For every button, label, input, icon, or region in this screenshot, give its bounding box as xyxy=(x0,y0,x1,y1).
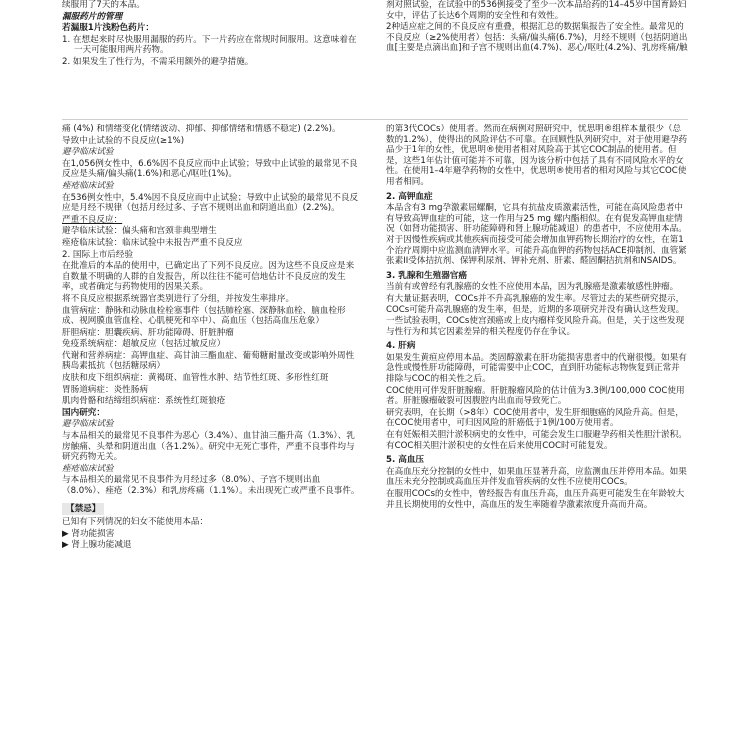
paragraph: 如果发生黄疸应停用本品。类固醇激素在肝功能损害患者中的代谢很慢。如果有急性或慢性肝功能障碍，可能需要中止COC，直到肝功能标志物恢复到正常并排除与COC的相关性之后。 xyxy=(386,352,687,385)
paragraph: 避孕临床试验 xyxy=(62,419,114,430)
paragraph: 2. 如果发生了性行为，不需采用额外的避孕措施。 xyxy=(62,56,254,67)
paragraph: 1. 在想起来时尽快服用漏服的药片。下一片药应在常规时间服用。这意味着在一天可能服用两片药物。 xyxy=(62,34,357,56)
paragraph: 在1,056例女性中，6.6%因不良反应而中止试验；导致中止试验的最常见不良反应是头痛/偏头痛(1.6%)和恶心/呕吐(1%)。 xyxy=(62,158,358,180)
section-heading: 【禁忌】 xyxy=(62,503,104,516)
paragraph: 痛 (4%) 和情绪变化(情绪波动、抑郁、抑郁情绪和情感不稳定) (2.2%)。 xyxy=(62,124,341,134)
paragraph: 肌肉骨骼和结缔组织病症：系统性红斑狼疮 xyxy=(62,396,226,407)
paragraph: 导致中止试验的不良反应(≥1%) xyxy=(62,135,185,146)
paragraph: 在有妊娠相关胆汁淤积病史的女性中，可能会发生口服避孕药相关性胆汁淤积。有COC相关胆汁淤积史的女性在后来使用COC时可能复发。 xyxy=(386,430,687,451)
paragraph: 在批准后的本品的使用中，已确定出了下列不良反应。因为这些不良反应是来自数量不明确的人群的自发报告，所以往往不能可信地估计不良反应的发生率，或者确定与药物使用的因果关系。 xyxy=(62,261,355,293)
paragraph: 在536例女性中，5.4%因不良反应而中止试验；导致中止试验的最常见不良反应是月经不规律（包括月经过多、子宫不规则出血和阴道出血）(2.2%)。 xyxy=(62,192,359,214)
list-item: ▶ 肾功能损害 xyxy=(62,529,362,540)
section-heading: 国内研究： xyxy=(62,407,105,418)
section-heading: 3. 乳腺和生殖器官癌 xyxy=(386,270,467,281)
paragraph: 当前有或曾经有乳腺癌的女性不应使用本品，因为乳腺癌是激素敏感性肿瘤。 xyxy=(386,282,679,293)
paragraph: 研究表明，在长期（>8年）COC使用者中，发生肝细胞癌的风险升高。但是，在COC使用者中，可归因风险的肝癌低于1例/100万使用者。 xyxy=(386,407,684,429)
paragraph: 肝胆病症：胆囊疾病、肝功能障碍、肝脏肿瘤 xyxy=(62,327,234,338)
paragraph: 免疫系统病症：超敏反应（包括过敏反应） xyxy=(62,339,226,350)
paragraph: 剂对照试验，在试验中的536例接受了至少一次本品给药的14–45岁中国育龄妇女中，评估了长达6个周期的安全性和有效性。 xyxy=(386,0,687,21)
paragraph: 与本品相关的最常见不良事件为恶心（3.4%）、血甘油三酯升高（1.3%）、乳房触痛、头晕和阴道出血（各1.2%）。研究中无死亡事件，严重不良事件均与研究药物无关。 xyxy=(62,431,355,463)
paragraph: 代谢和营养病症：高钾血症、高甘油三酯血症、葡萄糖耐量改变或影响外周性胰岛素抵抗（包括糖尿病） xyxy=(62,350,355,372)
section-heading: 4. 肝病 xyxy=(386,341,416,352)
paragraph: 续服用了7天的本品。 xyxy=(62,0,145,10)
bottom-right-column xyxy=(386,124,688,750)
paragraph: 2种适应症之间的不良反应有重叠，根据汇总的数据集报告了安全性。最常见的不良反应（≥2%使用者）包括：头痛/偏头痛(6.7%)，月经不规则（包括阴道出血[主要是点滴出血]和子宫不规则出血(4.7%)、恶心/呕吐(4.2%)、乳房疼痛/触 xyxy=(386,22,688,54)
paragraph: 胃肠道病症：炎性肠病 xyxy=(62,384,148,395)
paragraph: 与本品相关的最常见不良事件为月经过多（8.0%）、子宫不规则出血（8.0%）、痤疮（2.3%）和乳房疼痛（1.1%）。未出现死亡或严重不良事件。 xyxy=(62,475,360,496)
paragraph: 2. 国际上市后经验 xyxy=(62,249,134,260)
paragraph: 已知有下列情况的妇女不能使用本品： xyxy=(62,517,209,528)
paragraph: 痤疮临床试验 xyxy=(62,463,114,474)
paragraph: 血管病症：静脉和动脉血栓栓塞事件（包括肺栓塞、深静脉血栓、脑血栓形成、视网膜血管血栓、心肌梗死和卒中）、高血压（包括高血压危象） xyxy=(62,305,346,327)
paragraph: 将不良反应根据系统器官类别进行了分组，并按发生率排序。 xyxy=(62,293,295,304)
paragraph: 本品含有3 mg孕激素屈螺酮，它具有抗盐皮质激素活性，可能在高风险患者中有导致高钾血症的可能，这一作用与25 mg 螺内酯相似。在有促发高钾血症情况（如肾功能损害、肝功能障碍和肾上腺功能减退）的患者中，不应使用本品。对于因慢性疾病或其他疾病而接受可能会增加血钾药物长期治疗的女性，在第1个治疗周期中应监测血清钾水平。可能升高血钾的药物包括ACE抑制剂、血管紧张素II受体拮抗剂、保钾利尿剂、钾补充剂、肝素、醛固酮拮抗剂和NSAIDS。 xyxy=(386,203,687,267)
paragraph: 有大量证据表明，COCs并不升高乳腺癌的发生率。尽管过去的某些研究提示，COCs可能升高乳腺癌的发生率，但是，近期的多项研究并没有确认这些发现。 xyxy=(386,293,685,315)
paragraph: 在高血压充分控制的女性中，如果血压显著升高，应监测血压并停用本品。如果血压未充分控制或高血压并伴发血管疾病的女性不应使用COCs。 xyxy=(386,466,687,488)
bottom-left-column xyxy=(62,124,362,750)
paragraph: 痤疮临床试验 xyxy=(62,180,114,191)
paragraph: 严重不良反应： xyxy=(62,214,123,225)
paragraph: 痤疮临床试验：临床试验中未报告严重不良反应 xyxy=(62,237,243,248)
section-heading: 若漏服1片浅粉色药片： xyxy=(62,23,154,34)
section-heading: 漏服药片的管理 xyxy=(62,11,123,22)
top-right-column xyxy=(386,0,688,118)
list-item: ▶ 肾上腺功能减退 xyxy=(62,540,362,551)
paragraph: 皮肤和皮下组织病症：黄褐斑、血管性水肿、结节性红斑、多形性红斑 xyxy=(62,373,329,384)
section-heading: 2. 高钾血症 xyxy=(386,191,433,202)
paragraph: COC使用可伴发肝脏腺瘤。肝脏腺瘤风险的估计值为3.3例/100,000 COC使用者。肝脏腺瘤破裂可因腹腔内出血而导致死亡。 xyxy=(386,385,685,407)
section-divider xyxy=(62,119,688,120)
section-heading: 5. 高血压 xyxy=(386,455,425,466)
paragraph: 的第3代COCs）使用者。然而在病例对照研究中，忧思明®组样本量很少（总数的1.2%），使得出的风险评估不可靠。在回顾性队列研究中，对于使用避孕药品少于1年的女性，优思明®使用者相对风险高于其它COC制品的使用者。但是，这些1年估计值可能并不可靠，因为该分析中包括了具有不同风险水平的女性。在使用1–4年避孕药物的女性中，优思明®使用者的相对风险与其它COC使用者相同。 xyxy=(386,124,688,187)
paragraph: 避孕临床试验：偏头痛和宫颈非典型增生 xyxy=(62,226,217,237)
paragraph: 一些试验表明，COCs使宫颈癌或上皮内瘤样变风险升高。但是，关于这些发现与性行为和其它因素差异的相关程度仍存在争议。 xyxy=(386,316,685,337)
paragraph: 在服用COCs的女性中，曾经报告有血压升高，血压升高更可能发生在年龄较大并且长期使用的女性中，高血压的发生率随着孕激素浓度升高而升高。 xyxy=(386,489,685,510)
paragraph: 避孕临床试验 xyxy=(62,147,114,158)
top-left-column xyxy=(62,0,362,118)
